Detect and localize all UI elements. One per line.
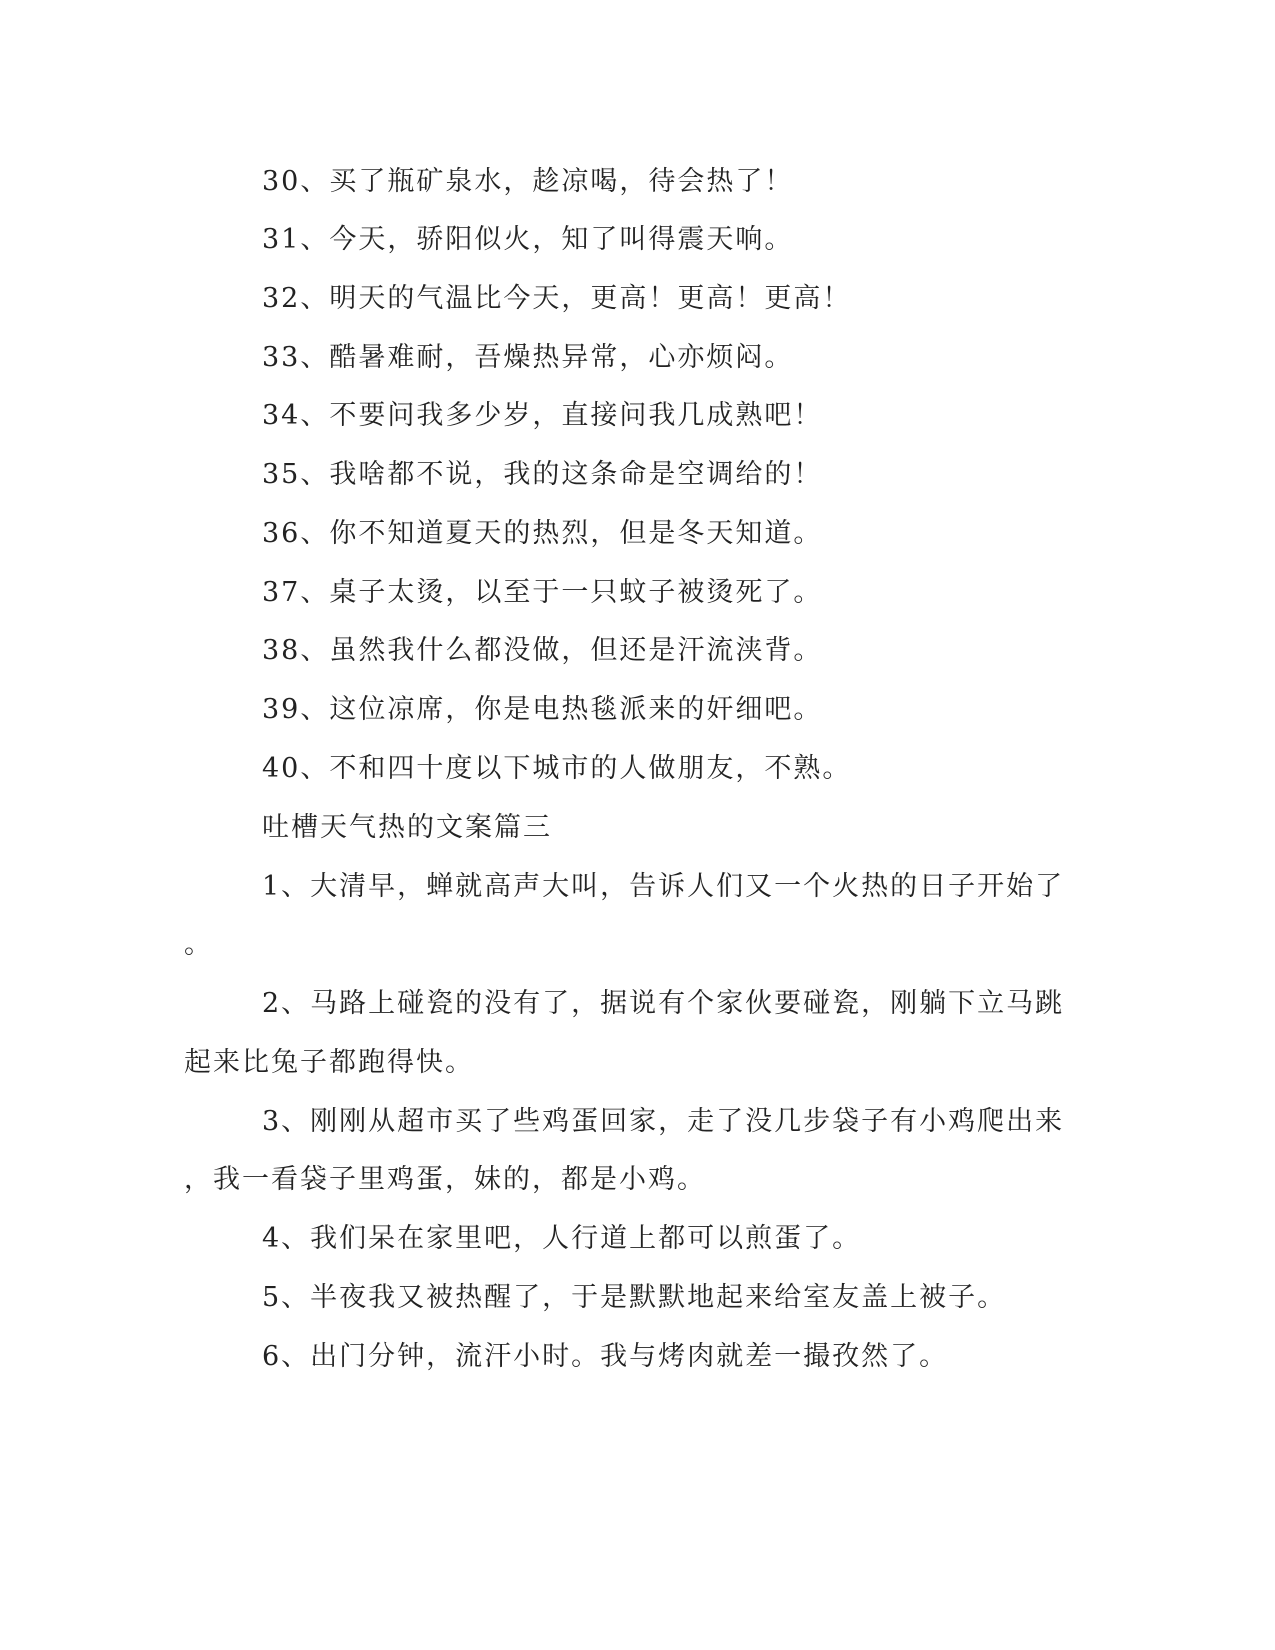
quote-line-37: 37、桌子太烫，以至于一只蚊子被烫死了。 — [262, 577, 823, 608]
quote-line-6: 6、出门分钟，流汗小时。我与烤肉就差一撮孜然了。 — [262, 1341, 949, 1372]
quote-line-4: 4、我们呆在家里吧，人行道上都可以煎蛋了。 — [262, 1223, 862, 1254]
section-heading: 吐槽天气热的文案篇三 — [262, 812, 552, 843]
quote-line-32: 32、明天的气温比今天，更高！更高！更高！ — [262, 283, 852, 314]
quote-line-34: 34、不要问我多少岁，直接问我几成熟吧！ — [262, 400, 823, 431]
quote-line-31: 31、今天，骄阳似火，知了叫得震天响。 — [262, 224, 794, 255]
quote-line-3-continuation: ，我一看袋子里鸡蛋，妹的，都是小鸡。 — [184, 1164, 706, 1195]
quote-line-3: 3、刚刚从超市买了些鸡蛋回家，走了没几步袋子有小鸡爬出来 — [262, 1106, 1065, 1137]
quote-line-2-continuation: 起来比兔子都跑得快。 — [184, 1047, 474, 1078]
quote-line-2: 2、马路上碰瓷的没有了，据说有个家伙要碰瓷，刚躺下立马跳 — [262, 988, 1065, 1019]
quote-line-30: 30、买了瓶矿泉水，趁凉喝，待会热了！ — [262, 166, 794, 197]
quote-line-1-continuation: 。 — [184, 929, 213, 960]
quote-line-39: 39、这位凉席，你是电热毯派来的奸细吧。 — [262, 694, 823, 725]
quote-line-33: 33、酷暑难耐，吾燥热异常，心亦烦闷。 — [262, 342, 794, 373]
quote-line-36: 36、你不知道夏天的热烈，但是冬天知道。 — [262, 518, 823, 549]
quote-line-35: 35、我啥都不说，我的这条命是空调给的！ — [262, 459, 823, 490]
quote-line-5: 5、半夜我又被热醒了，于是默默地起来给室友盖上被子。 — [262, 1282, 1007, 1313]
quote-line-40: 40、不和四十度以下城市的人做朋友，不熟。 — [262, 753, 852, 784]
quote-line-1: 1、大清早，蝉就高声大叫，告诉人们又一个火热的日子开始了 — [262, 871, 1065, 902]
quote-line-38: 38、虽然我什么都没做，但还是汗流浃背。 — [262, 635, 823, 666]
